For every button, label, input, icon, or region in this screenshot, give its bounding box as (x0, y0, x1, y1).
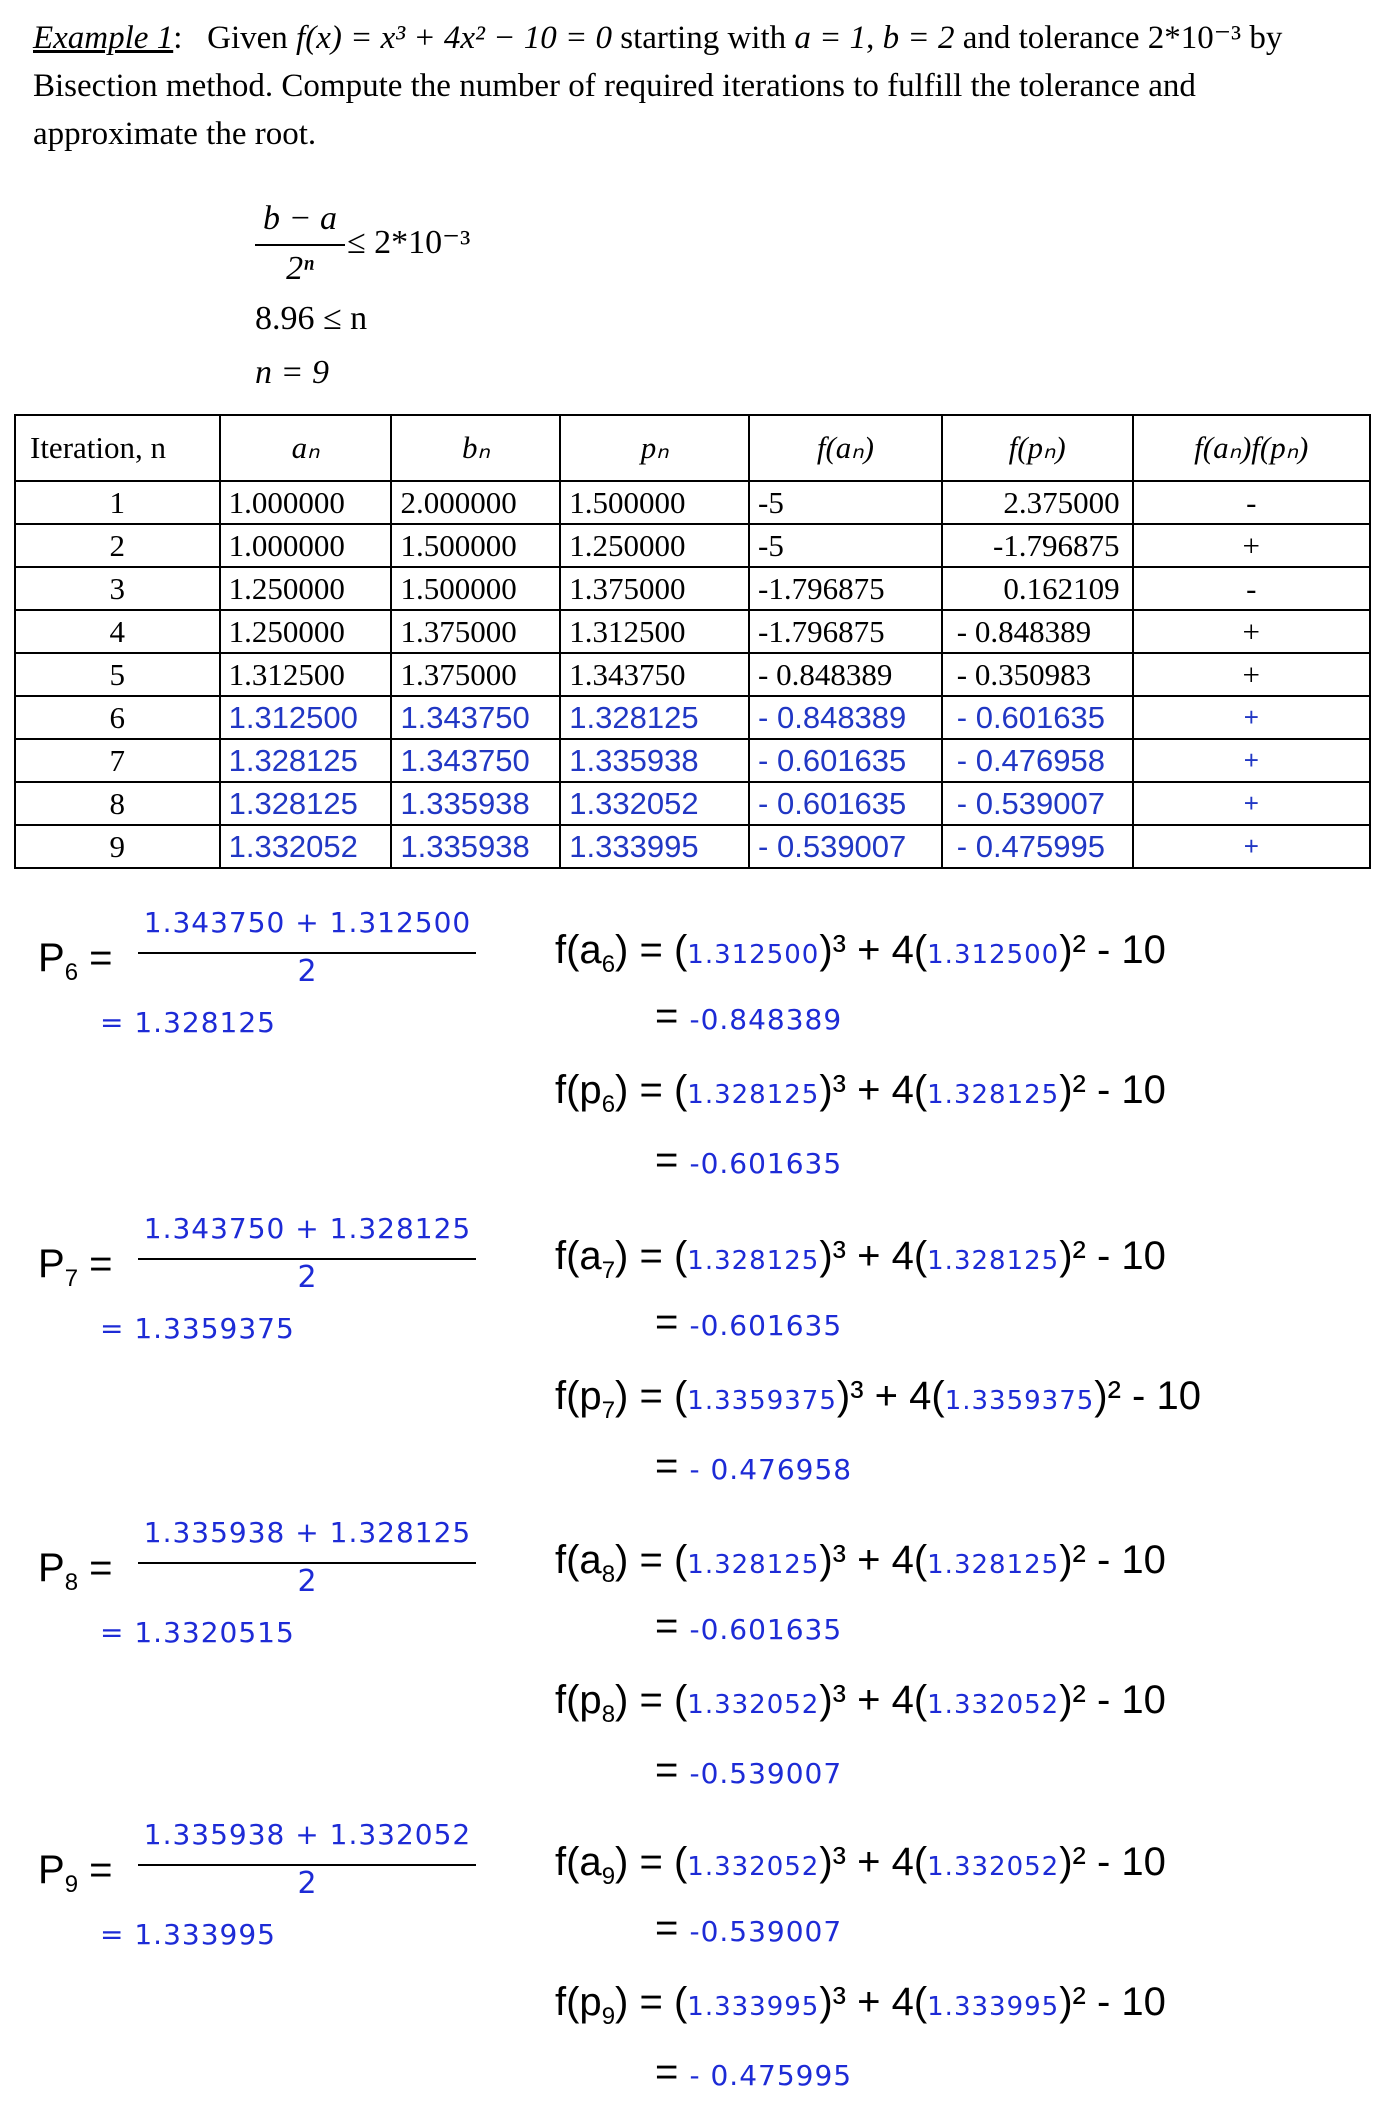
cell-fan: -1.796875 (749, 567, 942, 610)
cell-fpn: -1.796875 (942, 524, 1133, 567)
cell-an: 1.312500 (220, 653, 392, 696)
p-denominator: 2 (297, 1564, 318, 1599)
fp-arg-1: 1.328125 (687, 1080, 820, 1110)
cell-sign: + (1133, 610, 1370, 653)
fp-arg-1: 1.333995 (687, 1992, 820, 2022)
fraction-numerator: b − a (263, 200, 337, 237)
cell-an: 1.312500 (220, 696, 392, 739)
cell-iteration: 4 (15, 610, 220, 653)
cell-bn: 1.343750 (391, 696, 560, 739)
tolerance-fraction (255, 200, 345, 288)
header-an: aₙ (220, 415, 392, 481)
header-pn: pₙ (560, 415, 749, 481)
cell-bn: 1.500000 (391, 567, 560, 610)
cell-fpn: - 0.350983 (942, 653, 1133, 696)
cell-iteration: 9 (15, 825, 220, 868)
header-bn: bₙ (391, 415, 560, 481)
cell-pn: 1.500000 (560, 481, 749, 524)
n-result: n = 9 (255, 354, 329, 391)
fraction-bar (255, 244, 345, 246)
table-row (15, 524, 1370, 567)
example-label: Example 1 (33, 20, 174, 56)
fa-equation: $f(a_8) = (1.328125)^3 + 4(1.328125)^2 - 10$ (555, 1538, 1166, 1588)
cell-sign: + (1133, 825, 1370, 868)
cell-an: 1.332052 (220, 825, 392, 868)
fp-equation: $f(p_6) = (1.328125)^3 + 4(1.328125)^2 - 10$ (555, 1068, 1166, 1118)
cell-iteration: 8 (15, 782, 220, 825)
fa-equation: $f(a_6) = (1.312500)^3 + 4(1.312500)^2 - 10$ (555, 928, 1166, 978)
p-label: $P_6$ = (38, 936, 113, 986)
cell-pn: 1.250000 (560, 524, 749, 567)
cell-pn: 1.332052 (560, 782, 749, 825)
computation-block (0, 1212, 1392, 1512)
header-fpn: f(pₙ) (942, 415, 1133, 481)
cell-pn: 1.343750 (560, 653, 749, 696)
and-tolerance: and tolerance (962, 20, 1140, 56)
cell-sign: - (1133, 481, 1370, 524)
table-row (15, 739, 1370, 782)
fp-arg-2: 1.332052 (927, 1690, 1060, 1720)
table-header-row (15, 415, 1370, 481)
cell-an: 1.328125 (220, 782, 392, 825)
cell-bn: 1.343750 (391, 739, 560, 782)
cell-bn: 1.375000 (391, 653, 560, 696)
fp-arg-1: 1.332052 (687, 1690, 820, 1720)
fa-arg-2: 1.328125 (927, 1246, 1060, 1276)
cell-fpn: - 0.539007 (942, 782, 1133, 825)
table-row (15, 653, 1370, 696)
cell-fan: - 0.848389 (749, 653, 942, 696)
cell-pn: 1.335938 (560, 739, 749, 782)
fp-arg-2: 1.328125 (927, 1080, 1060, 1110)
cell-fan: -5 (749, 481, 942, 524)
problem-statement: Example 1: Given f(x) = x³ + 4x² − 10 = 0 starting with a = 1, b = 2 and tolerance 2*10⁻³ by Bisection method. Compute the number of required iterations to fulfill the tolerance and approximate the root. (33, 20, 1283, 152)
p-denominator: 2 (297, 1260, 318, 1295)
cell-bn: 1.375000 (391, 610, 560, 653)
cell-fpn: - 0.476958 (942, 739, 1133, 782)
cell-an: 1.250000 (220, 567, 392, 610)
table-row (15, 782, 1370, 825)
cell-sign: + (1133, 782, 1370, 825)
table-row (15, 825, 1370, 868)
header-iteration: Iteration, n (15, 415, 220, 481)
cell-bn: 2.000000 (391, 481, 560, 524)
table-row (15, 567, 1370, 610)
cell-pn: 1.375000 (560, 567, 749, 610)
n-bound: 8.96 ≤ n (255, 300, 368, 337)
fp-result: = -0.539007 (655, 1748, 843, 1792)
cell-iteration: 1 (15, 481, 220, 524)
table-body (15, 481, 1370, 868)
starting-with: starting with (620, 20, 787, 56)
fp-arg-2: 1.333995 (927, 1992, 1060, 2022)
fa-result: = -0.601635 (655, 1604, 843, 1648)
fa-equation: $f(a_7) = (1.328125)^3 + 4(1.328125)^2 - 10$ (555, 1234, 1166, 1284)
fa-result: = -0.539007 (655, 1906, 843, 1950)
table-row (15, 481, 1370, 524)
cell-an: 1.328125 (220, 739, 392, 782)
fp-equation: $f(p_9) = (1.333995)^3 + 4(1.333995)^2 - 10$ (555, 1980, 1166, 2030)
fa-arg-2: 1.328125 (927, 1550, 1060, 1580)
cell-fan: -5 (749, 524, 942, 567)
p-numerator: 1.343750 + 1.312500 (143, 906, 472, 939)
fa-result: = -0.848389 (655, 994, 843, 1038)
p-result: = 1.3359375 (100, 1312, 295, 1345)
cell-sign: - (1133, 567, 1370, 610)
fa-arg-1: 1.328125 (687, 1246, 820, 1276)
cell-fpn: - 0.475995 (942, 825, 1133, 868)
cell-fpn: - 0.601635 (942, 696, 1133, 739)
cell-an: 1.000000 (220, 524, 392, 567)
fa-arg-1: 1.328125 (687, 1550, 820, 1580)
function-equation: f(x) = x³ + 4x² − 10 = 0 (296, 20, 612, 56)
p-numerator: 1.335938 + 1.332052 (143, 1818, 472, 1851)
fp-result: = - 0.476958 (655, 1444, 853, 1488)
cell-bn: 1.500000 (391, 524, 560, 567)
cell-sign: + (1133, 653, 1370, 696)
header-fan: f(aₙ) (749, 415, 942, 481)
fa-arg-1: 1.312500 (687, 940, 820, 970)
cell-sign: + (1133, 524, 1370, 567)
p-denominator: 2 (297, 1866, 318, 1901)
cell-an: 1.250000 (220, 610, 392, 653)
p-denominator: 2 (297, 954, 318, 989)
cell-an: 1.000000 (220, 481, 392, 524)
fp-result: = -0.601635 (655, 1138, 843, 1182)
fraction-denominator: 2ⁿ (286, 250, 314, 287)
cell-iteration: 6 (15, 696, 220, 739)
p-result: = 1.3320515 (100, 1616, 295, 1649)
table-row (15, 696, 1370, 739)
cell-fpn: 0.162109 (942, 567, 1133, 610)
fa-arg-1: 1.332052 (687, 1852, 820, 1882)
p-result: = 1.328125 (100, 1006, 276, 1039)
fa-arg-2: 1.332052 (927, 1852, 1060, 1882)
p-label: $P_7$ = (38, 1242, 113, 1292)
problem-rest: by Bisection method. Compute the number of required iterations to fulfill the tolerance and approximate the root. (33, 20, 1283, 152)
cell-fan: - 0.539007 (749, 825, 942, 868)
bisection-table (14, 414, 1371, 869)
fp-arg-1: 1.3359375 (687, 1386, 837, 1416)
cell-bn: 1.335938 (391, 825, 560, 868)
cell-iteration: 5 (15, 653, 220, 696)
cell-fan: - 0.601635 (749, 782, 942, 825)
b-condition: b = 2 (882, 20, 955, 56)
computation-block (0, 1818, 1392, 2118)
table-row (15, 610, 1370, 653)
computation-block (0, 1516, 1392, 1816)
fp-arg-2: 1.3359375 (944, 1386, 1095, 1416)
cell-sign: + (1133, 696, 1370, 739)
fa-result: = -0.601635 (655, 1300, 843, 1344)
cell-pn: 1.312500 (560, 610, 749, 653)
p-numerator: 1.343750 + 1.328125 (143, 1212, 472, 1245)
fa-equation: $f(a_9) = (1.332052)^3 + 4(1.332052)^2 - 10$ (555, 1840, 1166, 1890)
fa-arg-2: 1.312500 (927, 940, 1060, 970)
p-numerator: 1.335938 + 1.328125 (143, 1516, 472, 1549)
cell-fpn: - 0.848389 (942, 610, 1133, 653)
cell-pn: 1.333995 (560, 825, 749, 868)
cell-bn: 1.335938 (391, 782, 560, 825)
tolerance-value: 2*10⁻³ (1147, 20, 1242, 56)
cell-fan: - 0.848389 (749, 696, 942, 739)
cell-iteration: 3 (15, 567, 220, 610)
fp-equation: $f(p_7) = (1.3359375)^3 + 4(1.3359375)^2 - 10$ (555, 1374, 1201, 1424)
fp-equation: $f(p_8) = (1.332052)^3 + 4(1.332052)^2 - 10$ (555, 1678, 1166, 1728)
p-label: $P_9$ = (38, 1848, 113, 1898)
fp-result: = - 0.475995 (655, 2050, 853, 2094)
cell-fan: -1.796875 (749, 610, 942, 653)
cell-iteration: 7 (15, 739, 220, 782)
p-label: $P_8$ = (38, 1546, 113, 1596)
cell-sign: + (1133, 739, 1370, 782)
header-product: f(aₙ)f(pₙ) (1133, 415, 1370, 481)
cell-iteration: 2 (15, 524, 220, 567)
given-word: Given (207, 20, 288, 56)
cell-fan: - 0.601635 (749, 739, 942, 782)
computation-block (0, 906, 1392, 1206)
a-condition: a = 1 (794, 20, 867, 56)
p-result: = 1.333995 (100, 1918, 276, 1951)
cell-fpn: 2.375000 (942, 481, 1133, 524)
inequality-rhs: ≤ 2*10⁻³ (347, 224, 471, 261)
cell-pn: 1.328125 (560, 696, 749, 739)
